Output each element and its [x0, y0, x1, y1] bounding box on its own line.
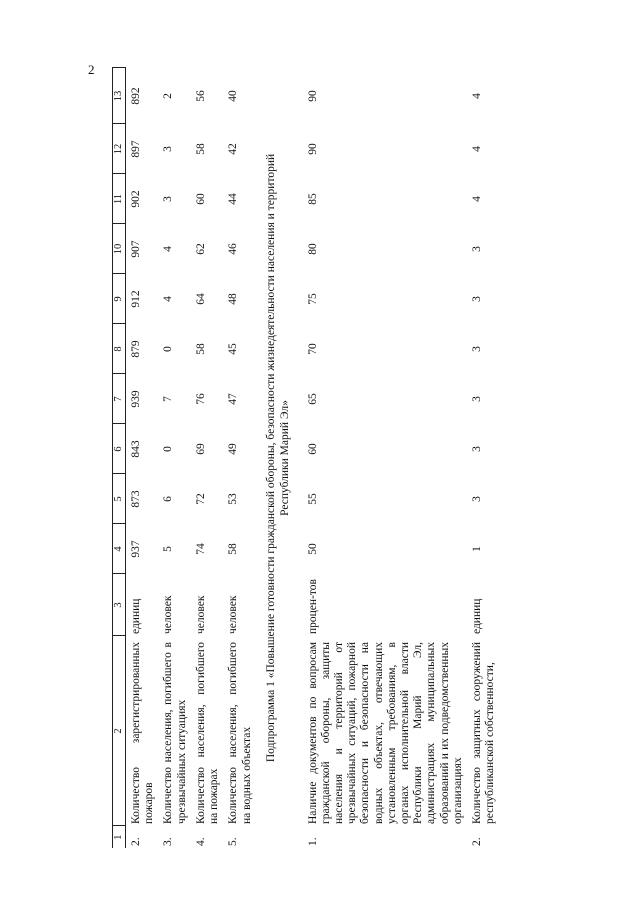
year-value: 48: [227, 293, 240, 305]
indicator-name: Количество защитных сооружений республиканской собственности,: [471, 642, 497, 824]
year-value: 4: [162, 296, 175, 302]
page-number: 2: [88, 62, 95, 77]
row-number: 3.: [162, 837, 175, 846]
year-value: 75: [306, 293, 319, 305]
year-value: 42: [227, 143, 240, 155]
year-value: 53: [227, 493, 240, 505]
year-value: 60: [194, 193, 207, 205]
table-row: [221, 68, 253, 848]
row-number: 5.: [227, 837, 240, 846]
year-value: 74: [194, 543, 207, 555]
year-value: 0: [162, 446, 175, 452]
table-row: [189, 68, 221, 848]
unit-of-measure: процен-тов: [306, 579, 319, 634]
table-row: [156, 68, 188, 848]
year-value: 4: [471, 196, 484, 202]
year-value: 45: [227, 343, 240, 355]
year-value: 58: [194, 343, 207, 355]
unit-of-measure: единиц: [130, 598, 142, 634]
year-value: 897: [130, 140, 142, 158]
indicator-name: Наличие документов по вопросам гражданской обороны, защиты населения и территорий от чрезвычайных ситуаций, пожарной безопасности и безопасности на водных объектах, отвечающих установленным требованиям, в органах исполнительной власти Республики Марий Эл, администрациях муниципальных образований и их подведомственных организациях: [306, 642, 464, 824]
year-value: 892: [130, 87, 142, 105]
table-row: [126, 68, 157, 848]
year-value: 3: [471, 246, 484, 252]
year-value: 3: [471, 496, 484, 502]
subprogram-title-line: Подпрограмма 1 «Повышение готовности гражданской обороны, безопасности жизнедеятельности населения и территорий: [264, 153, 277, 763]
row-number: 4.: [194, 837, 207, 846]
year-value: 3: [471, 296, 484, 302]
year-value: 49: [227, 443, 240, 455]
year-value: 55: [306, 493, 319, 505]
indicator-name: Количество населения, погибшего на водных объектах: [227, 642, 253, 824]
year-value: 843: [130, 440, 142, 458]
year-value: 58: [194, 143, 207, 155]
year-value: 69: [194, 443, 207, 455]
year-value: 879: [130, 340, 142, 358]
year-value: 1: [471, 546, 484, 552]
year-value: 2: [162, 93, 175, 99]
year-value: 3: [471, 346, 484, 352]
year-value: 3: [162, 146, 175, 152]
year-value: 4: [162, 246, 175, 252]
subprogram-title: [254, 68, 301, 848]
year-value: 90: [306, 143, 319, 155]
year-value: 90: [306, 90, 319, 102]
year-value: 76: [194, 393, 207, 405]
year-value: 873: [130, 490, 142, 508]
year-value: 80: [306, 243, 319, 255]
year-value: 62: [194, 243, 207, 255]
year-value: 46: [227, 243, 240, 255]
column-number: 2: [113, 636, 126, 826]
year-value: 3: [162, 196, 175, 202]
column-number: 7: [113, 374, 126, 424]
unit-of-measure: единиц: [471, 598, 484, 634]
year-value: 47: [227, 393, 240, 405]
year-value: 56: [194, 90, 207, 102]
column-number: 6: [113, 424, 126, 474]
unit-of-measure: человек: [194, 595, 207, 634]
year-value: 3: [471, 396, 484, 402]
column-number: 3: [113, 574, 126, 636]
year-value: 50: [306, 543, 319, 555]
year-value: 6: [162, 496, 175, 502]
year-value: 3: [471, 446, 484, 452]
row-number: 1.: [306, 837, 319, 846]
year-value: 70: [306, 343, 319, 355]
year-value: 7: [162, 396, 175, 402]
column-number: 9: [113, 274, 126, 324]
column-number-header: [113, 68, 126, 848]
column-number: 12: [113, 124, 126, 174]
year-value: 939: [130, 390, 142, 408]
unit-of-measure: человек: [227, 595, 240, 634]
year-value: 58: [227, 543, 240, 555]
column-number: 5: [113, 474, 126, 524]
unit-of-measure: человек: [162, 595, 175, 634]
year-value: 60: [306, 443, 319, 455]
table-row: [301, 68, 466, 848]
year-value: 4: [471, 146, 484, 152]
indicator-name: Количество населения, погибшего на пожарах: [194, 642, 221, 824]
year-value: 902: [130, 190, 142, 208]
year-value: 5: [162, 546, 175, 552]
year-value: 72: [194, 493, 207, 505]
row-number: 2.: [130, 837, 142, 846]
year-value: 85: [306, 193, 319, 205]
year-value: 65: [306, 393, 319, 405]
year-value: 0: [162, 346, 175, 352]
subprogram-title-line: Республики Марий Эл»: [279, 400, 292, 516]
table-row: [465, 68, 497, 848]
row-number: 2.: [471, 837, 484, 846]
year-value: 907: [130, 240, 142, 258]
indicators-table: [112, 68, 498, 849]
year-value: 40: [227, 90, 240, 102]
column-number: 11: [113, 174, 126, 224]
year-value: 4: [471, 93, 484, 99]
rotated-page-content: [112, 68, 512, 848]
year-value: 44: [227, 193, 240, 205]
column-number: 13: [113, 68, 126, 124]
column-number: 8: [113, 324, 126, 374]
year-value: 912: [130, 290, 142, 308]
column-number: 1: [113, 826, 126, 848]
subprogram-row: [254, 68, 301, 848]
indicator-name: Количество населения, погибшего в чрезвычайных ситуациях: [162, 642, 188, 824]
indicator-name: Количество зарегистрированных пожаров: [130, 642, 156, 824]
column-number: 10: [113, 224, 126, 274]
year-value: 937: [130, 540, 142, 558]
column-number: 4: [113, 524, 126, 574]
year-value: 64: [194, 293, 207, 305]
